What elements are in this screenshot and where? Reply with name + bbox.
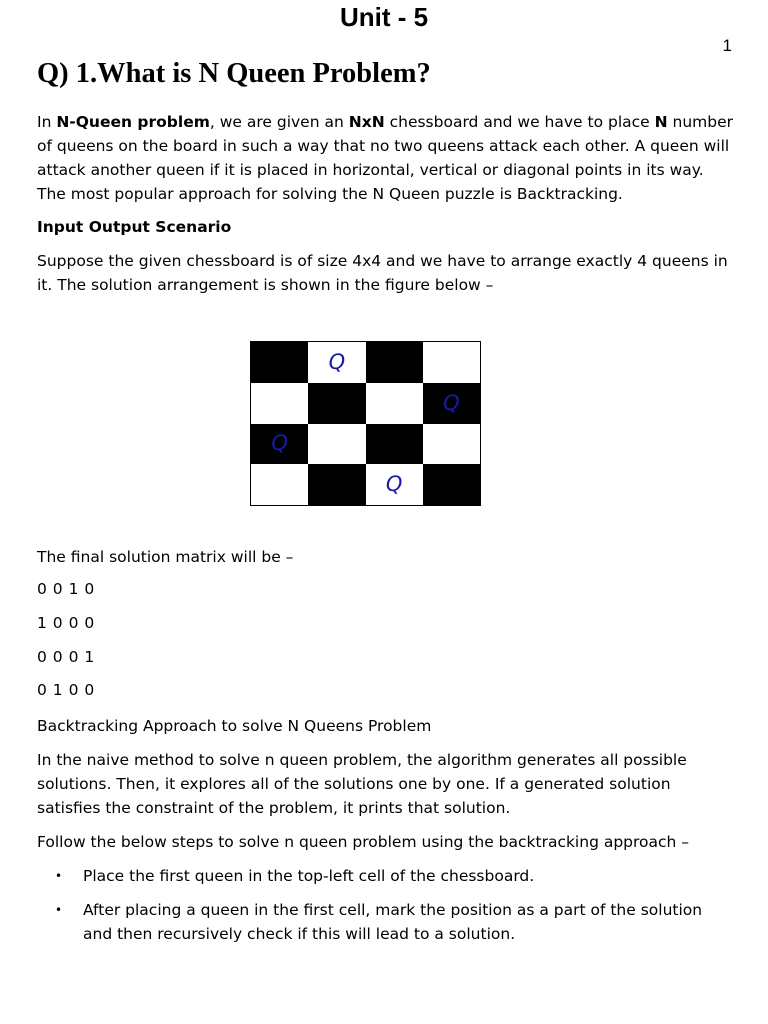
dark-square xyxy=(251,342,308,383)
queen-icon: Q xyxy=(328,349,346,374)
dark-square xyxy=(366,342,423,383)
dark-square xyxy=(423,464,480,505)
chessboard-figure xyxy=(250,341,481,506)
queen-icon: Q xyxy=(443,390,460,415)
queen-icon: Q xyxy=(271,431,288,456)
list-item xyxy=(55,898,735,946)
light-square xyxy=(423,342,480,383)
question-title: Q) 1.What is N Queen Problem? xyxy=(37,58,431,89)
backtracking-heading: Backtracking Approach to solve N Queens Problem xyxy=(37,717,432,735)
matrix-label: The final solution matrix will be – xyxy=(37,548,294,566)
naive-method-paragraph: In the naive method to solve n queen problem, the algorithm generates all possible solutions. Then, it explores all of the solutions one by one. If a generated solution satisfies the constraint of the problem, it prints that solution. xyxy=(37,751,687,817)
intro-text-3: chessboard and we have to place xyxy=(384,113,655,131)
intro-text-2: , we are given an xyxy=(209,113,349,131)
dark-square xyxy=(251,424,308,465)
light-square xyxy=(308,424,365,465)
light-square xyxy=(366,464,423,505)
list-item xyxy=(55,864,735,888)
intro-bold-n-queen: N-Queen problem xyxy=(56,113,210,131)
io-text: Suppose the given chessboard is of size 4x4 and we have to arrange exactly 4 queens in it. The solution arrangement is shown in the figure below – xyxy=(37,252,728,294)
matrix-row: 0 0 0 1 xyxy=(37,648,95,666)
step-text: Place the first queen in the top-left cell of the chessboard. xyxy=(83,867,535,885)
light-square xyxy=(423,424,480,465)
page-number: 1 xyxy=(722,36,732,55)
dark-square xyxy=(308,464,365,505)
intro-text-4: number of queens on the board in such a way that no two queens attack each other. A queen will attack another queen if it is placed in horizontal, vertical or diagonal points in its way. The most popular approach for solving the N Queen puzzle is Backtracking. xyxy=(37,113,734,203)
unit-title: Unit - 5 xyxy=(339,2,429,32)
dark-square xyxy=(366,424,423,465)
dark-square xyxy=(423,383,480,424)
io-heading: Input Output Scenario xyxy=(37,218,232,236)
matrix-row: 1 0 0 0 xyxy=(37,614,95,632)
intro-bold-nxn: NxN xyxy=(348,113,385,131)
dark-square xyxy=(308,383,365,424)
queen-icon: Q xyxy=(385,472,403,497)
intro-paragraph xyxy=(37,110,737,206)
light-square xyxy=(251,464,308,505)
bullet-icon: • xyxy=(55,903,63,917)
light-square xyxy=(251,383,308,424)
light-square xyxy=(366,383,423,424)
steps-list xyxy=(55,864,735,956)
matrix-row: 0 1 0 0 xyxy=(37,681,95,699)
step-text: After placing a queen in the first cell, mark the position as a part of the solution and then recursively check if this will lead to a solution. xyxy=(83,901,703,943)
intro-text-1: In xyxy=(37,113,57,131)
matrix-row: 0 0 1 0 xyxy=(37,580,95,598)
bullet-icon: • xyxy=(55,869,63,883)
steps-intro: Follow the below steps to solve n queen problem using the backtracking approach – xyxy=(37,833,690,851)
intro-bold-n: N xyxy=(654,113,668,131)
light-square xyxy=(308,342,365,383)
